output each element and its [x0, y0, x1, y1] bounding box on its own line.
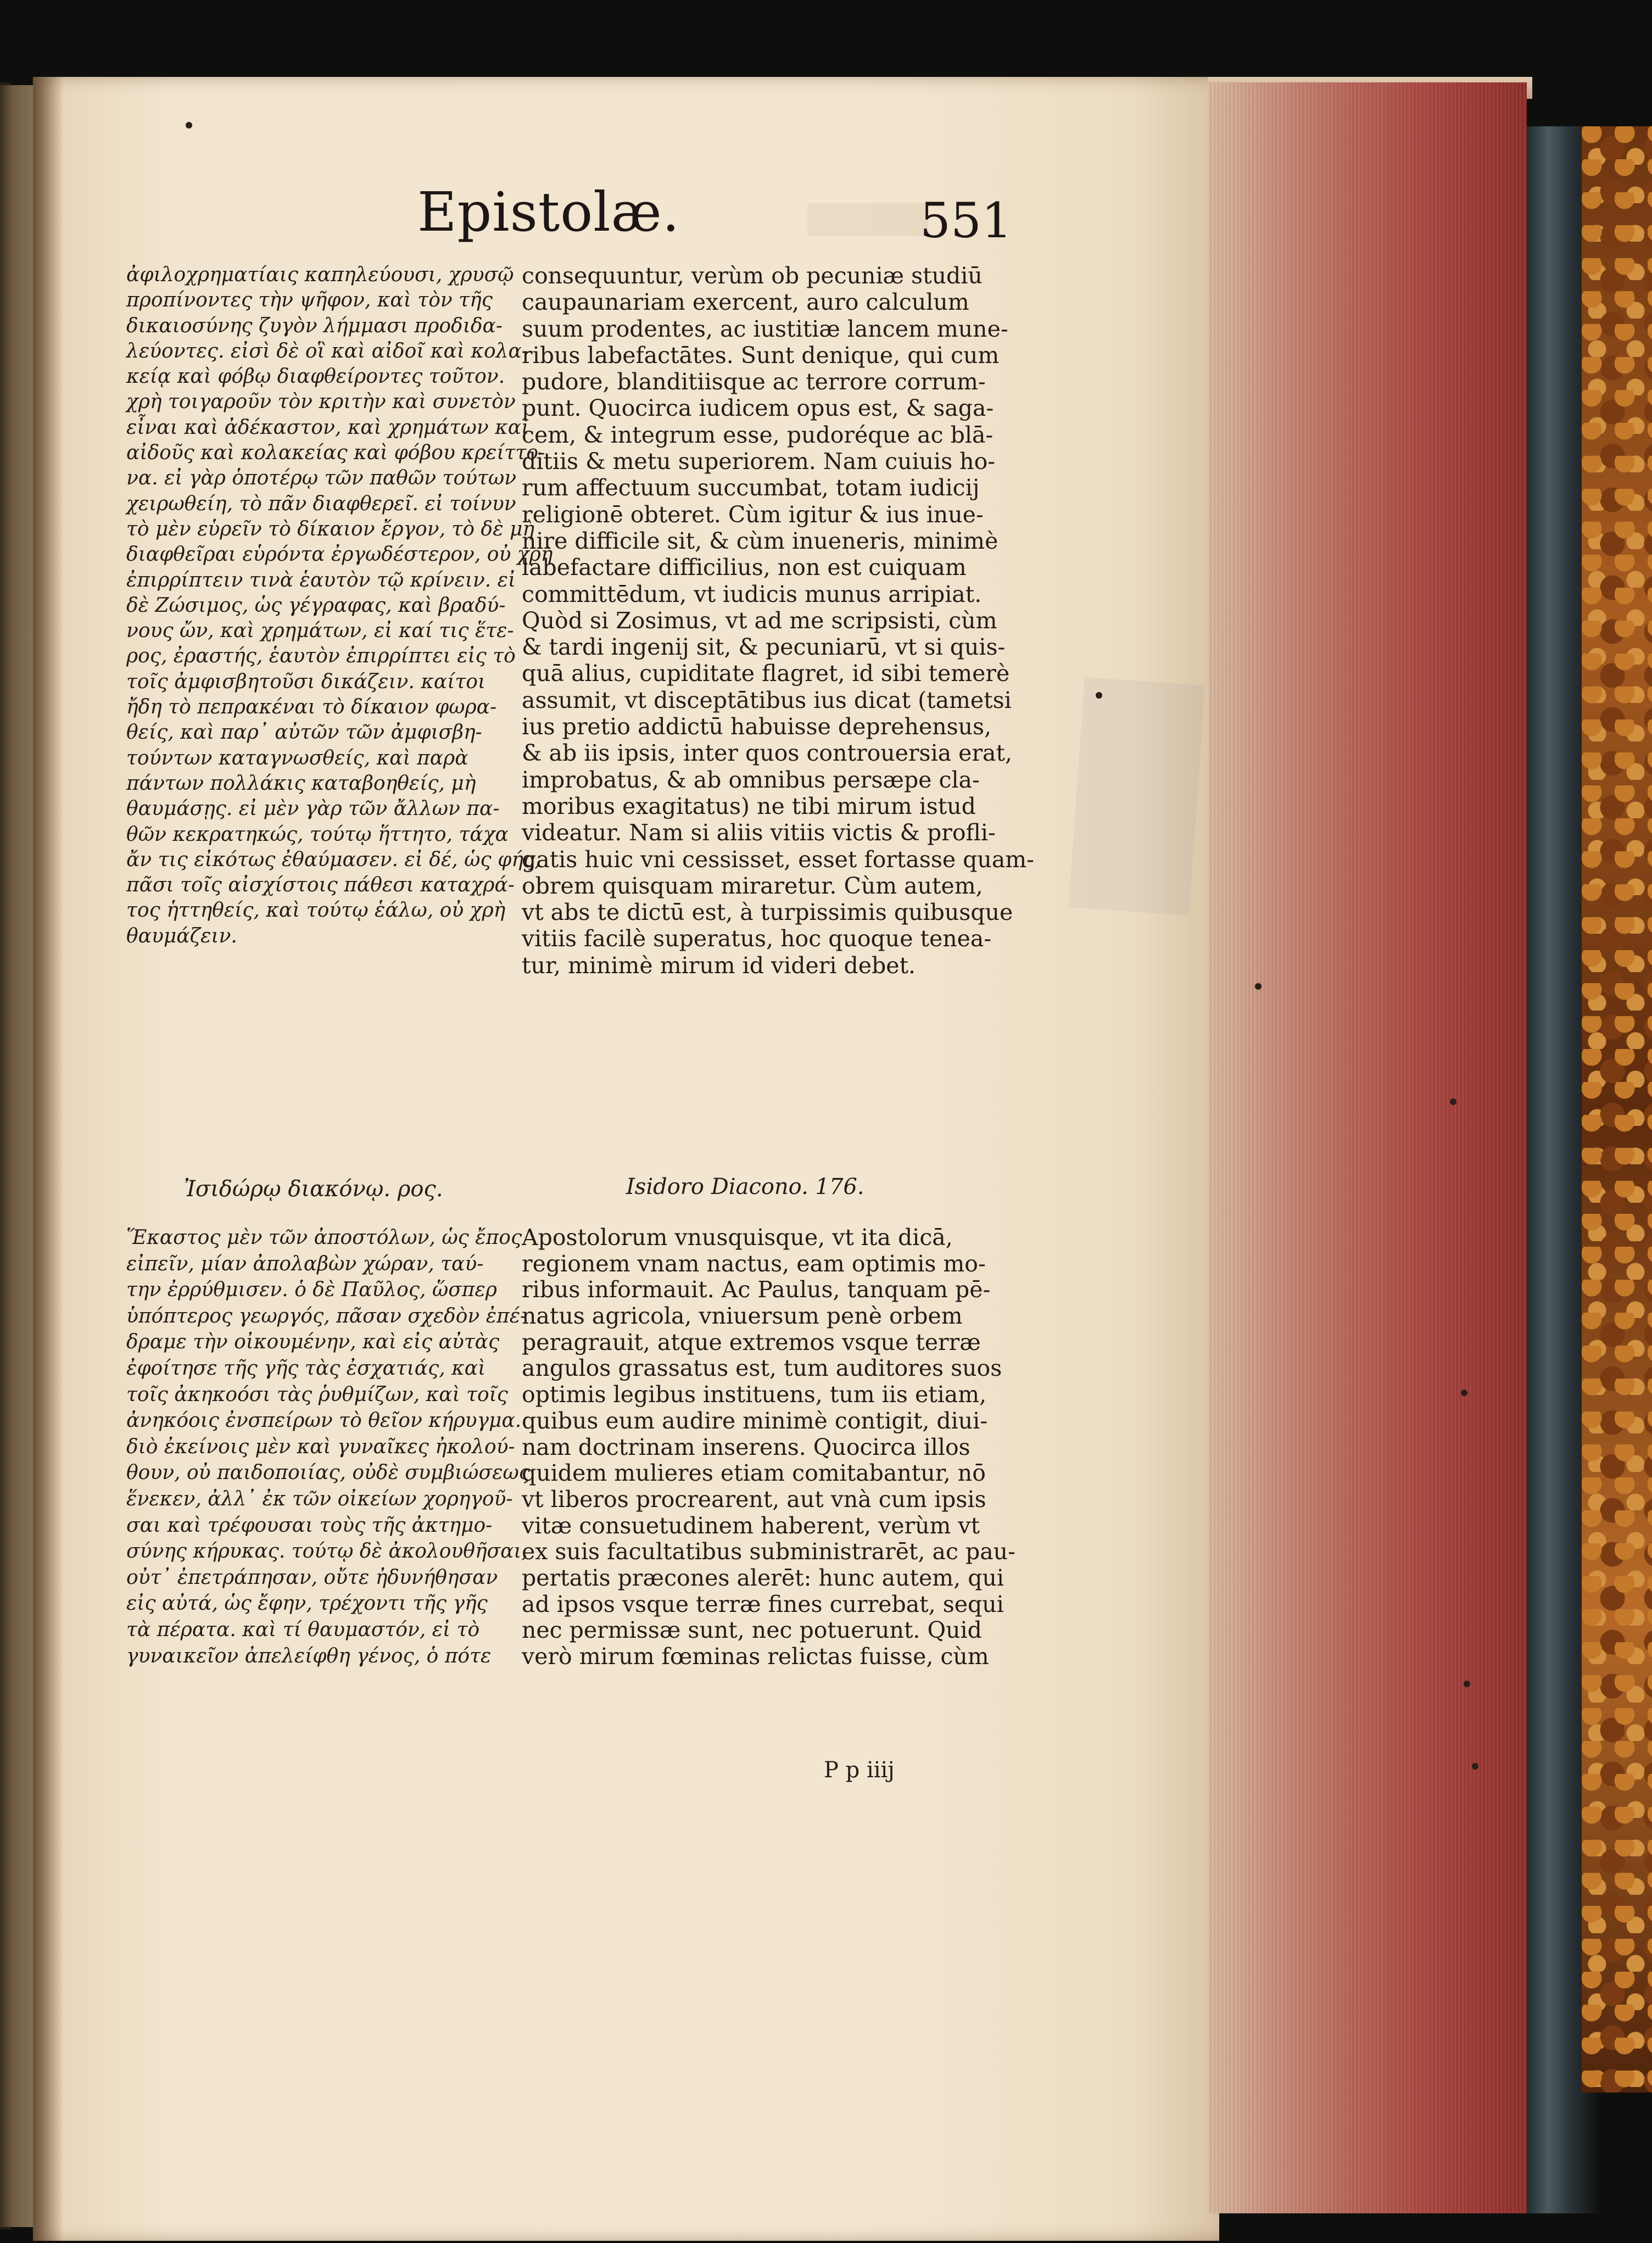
worm-hole: [186, 122, 192, 129]
text-line: προπίνοντες τὴν ψῆφον, καὶ τὸν τῆς: [126, 289, 493, 312]
text-line: angulos grassatus est, tum auditores suos: [522, 1355, 1002, 1382]
text-line: ἄν τις εἰκότως ἐθαύμασεν. εἰ δέ, ὡς φής,: [126, 848, 541, 871]
text-line: suum prodentes, ac iustitiæ lancem mune-: [522, 315, 1008, 342]
text-line: & tardi ingenij sit, & pecuniarū, vt si quis-: [522, 634, 1006, 661]
text-line: τος ἡττηθείς, καὶ τούτῳ ἑάλω, οὐ χρὴ: [126, 899, 506, 922]
text-line: ἤδη τὸ πεπρακέναι τὸ δίκαιον φωρα-: [126, 696, 497, 719]
text-line: κείᾳ καὶ φόβῳ διαφθείροντες τοῦτον.: [126, 365, 505, 388]
worm-hole: [1096, 692, 1102, 699]
text-line: ribus informauit. Ac Paulus, tanquam pē-: [522, 1276, 991, 1303]
text-line: ἐπιρρίπτειν τινὰ ἑαυτὸν τῷ κρίνειν. εἰ: [126, 568, 516, 592]
text-line: quā alius, cupiditate flagret, id sibi temerè: [522, 660, 1010, 687]
text-line: ἀφιλοχρηματίαις καπηλεύουσι, χρυσῷ: [126, 264, 514, 286]
text-line: οὐτ᾽ ἐπετράπησαν, οὔτε ἠδυνήθησαν: [126, 1566, 498, 1589]
text-line: ἀνηκόοις ἐνσπείρων τὸ θεῖον κήρυγμα.: [126, 1409, 522, 1432]
text-line: τούντων καταγνωσθείς, καὶ παρὰ: [126, 746, 468, 769]
text-line: διὸ ἐκείνοις μὲν καὶ γυναῖκες ἠκολού-: [126, 1435, 515, 1458]
text-line: consequuntur, verùm ob pecuniæ studiū: [522, 263, 983, 289]
text-line: δὲ Ζώσιμος, ὡς γέγραφας, καὶ βραδύ-: [126, 594, 506, 617]
worm-hole: [1464, 1681, 1470, 1687]
text-line: νους ὤν, καὶ χρημάτων, εἰ καί τις ἕτε-: [126, 620, 514, 643]
text-line: ἐφοίτησε τῆς γῆς τὰς ἐσχατιάς, καὶ: [126, 1357, 486, 1380]
text-line: regionem vnam nactus, eam optimis mo-: [522, 1250, 986, 1277]
text-line: peragrauit, atque extremos vsque terræ: [522, 1329, 981, 1355]
gutter-shadow: [33, 77, 63, 2241]
text-line: assumit, vt disceptātibus ius dicat (tametsi: [522, 687, 1012, 713]
worm-hole: [1255, 983, 1262, 990]
text-line: τὰ πέρατα. καὶ τί θαυμαστόν, εἰ τὸ: [126, 1618, 480, 1641]
text-line: ribus labefactātes. Sunt denique, qui cum: [522, 342, 1000, 369]
text-line: quidem mulieres etiam comitabantur, nō: [522, 1460, 986, 1487]
text-line: θῶν κεκρατηκώς, τούτῳ ἥττητο, τάχα: [126, 823, 509, 846]
text-line: ditiis & metu superiorem. Nam cuiuis ho-: [522, 448, 996, 475]
worm-hole: [1461, 1390, 1467, 1396]
text-line: χρὴ τοιγαροῦν τὸν κριτὴν καὶ συνετὸν: [126, 390, 516, 414]
text-line: punt. Quocirca iudicem opus est, & saga-: [522, 395, 994, 422]
worm-hole: [1450, 1098, 1456, 1105]
text-line: quibus eum audire minimè contigit, diui-: [522, 1407, 988, 1434]
greek-column-2: [126, 1225, 530, 1669]
text-line: vitiis facilè superatus, hoc quoque tenea-: [522, 925, 992, 952]
page-number: 551: [920, 192, 1012, 249]
text-line: να. εἰ γὰρ ὁποτέρῳ τῶν παθῶν τούτων: [126, 467, 517, 490]
text-line: θείς, καὶ παρ᾽ αὐτῶν τῶν ἀμφισβη-: [126, 721, 482, 744]
text-line: obrem quisquam miraretur. Cùm autem,: [522, 872, 983, 899]
text-line: ex suis facultatibus subministrarēt, ac pau-: [522, 1538, 1015, 1565]
greek-column-1: [126, 263, 553, 949]
text-line: vitæ consuetudinem haberent, verùm vt: [522, 1512, 980, 1539]
text-line: labefactare difficilius, non est cuiquam: [522, 554, 967, 581]
text-line: improbatus, & ab omnibus persæpe cla-: [522, 766, 980, 793]
signature-mark: P p iiij: [824, 1757, 895, 1783]
letter-heading-greek: Ἰσιδώρῳ διακόνῳ. ρος.: [184, 1176, 443, 1202]
text-line: γυναικεῖον ἀπελείφθη γένος, ὁ πότε: [126, 1644, 492, 1667]
marbled-board: [1582, 126, 1652, 2093]
letter-heading-latin: Isidoro Diacono. 176.: [626, 1174, 864, 1199]
worm-hole: [1472, 1763, 1478, 1770]
text-line: ρος, ἐραστής, ἑαυτὸν ἐπιρρίπτει εἰς τὸ: [126, 645, 516, 668]
text-line: Ἕκαστος μὲν τῶν ἀποστόλων, ὡς ἔπος: [126, 1226, 522, 1249]
text-line: αἰδοῦς καὶ κολακείας καὶ φόβου κρείττο-: [126, 442, 545, 465]
text-line: ius pretio addictū habuisse deprehensus,: [522, 713, 992, 740]
text-line: verò mirum fœminas relictas fuisse, cùm: [522, 1643, 989, 1670]
text-line: θουν, οὐ παιδοποιίας, οὐδὲ συμβιώσεως: [126, 1461, 530, 1485]
text-line: εἰπεῖν, μίαν ἀπολαβὼν χώραν, ταύ-: [126, 1252, 484, 1275]
text-line: εἰς αὐτά, ὡς ἔφην, τρέχοντι τῆς γῆς: [126, 1592, 488, 1615]
text-line: ἕνεκεν, ἀλλ᾽ ἐκ τῶν οἰκείων χορηγοῦ-: [126, 1487, 513, 1510]
text-line: videatur. Nam si aliis vitiis victis & profli-: [522, 819, 996, 846]
text-line: vt liberos procrearent, aut vnà cum ipsis: [522, 1486, 986, 1513]
text-line: ad ipsos vsque terræ fines currebat, sequi: [522, 1591, 1004, 1617]
latin-column-2: [522, 1224, 1015, 1670]
text-line: Apostolorum vnusquisque, vt ita dicā,: [522, 1224, 953, 1251]
text-line: διαφθεῖραι εὑρόντα ἐργωδέστερον, οὐ χρὴ: [126, 543, 553, 566]
text-line: δικαιοσύνης ζυγὸν λήμμασι προδιδα-: [126, 314, 503, 337]
text-line: πάντων πολλάκις καταβοηθείς, μὴ: [126, 772, 476, 795]
text-line: pertatis præcones alerēt: hunc autem, qui: [522, 1564, 1004, 1591]
text-line: λεύοντες. εἰσὶ δὲ οἳ καὶ αἰδοῖ καὶ κολα-: [126, 339, 528, 362]
latin-column-1: [522, 263, 1034, 979]
text-line: moribus exagitatus) ne tibi mirum istud: [522, 793, 976, 819]
text-line: Quòd si Zosimus, vt ad me scripsisti, cùm: [522, 607, 997, 634]
text-line: gatis huic vni cessisset, esset fortasse quam-: [522, 846, 1034, 873]
text-line: rum affectuum succumbat, totam iudicij: [522, 475, 980, 501]
text-line: nire difficile sit, & cùm inueneris, minimè: [522, 527, 998, 554]
text-line: optimis legibus instituens, tum iis etiam,: [522, 1381, 987, 1408]
show-through-head: [807, 203, 928, 236]
text-line: θαυμάζειν.: [126, 924, 237, 947]
running-head: Epistolæ.: [417, 181, 680, 244]
text-line: committēdum, vt iudicis munus arripiat.: [522, 581, 982, 607]
text-line: την ἐρρύθμισεν. ὁ δὲ Παῦλος, ὥσπερ: [126, 1279, 497, 1302]
text-line: τὸ μὲν εὑρεῖν τὸ δίκαιον ἔργον, τὸ δὲ μὴ: [126, 517, 534, 540]
text-line: cem, & integrum esse, pudoréque ac blā-: [522, 421, 994, 448]
text-line: vt abs te dictū est, à turpissimis quibusque: [522, 899, 1013, 926]
text-line: τοῖς ἀμφισβητοῦσι δικάζειν. καίτοι: [126, 670, 486, 693]
text-line: & ab iis ipsis, inter quos controuersia erat,: [522, 740, 1012, 767]
text-line: religionē obteret. Cùm igitur & ius inue-: [522, 501, 984, 528]
text-line: caupaunariam exercent, auro calculum: [522, 289, 969, 316]
text-line: σύνης κήρυκας. τούτῳ δὲ ἀκολουθῆσαι,: [126, 1540, 528, 1563]
text-line: δραμε τὴν οἰκουμένην, καὶ εἰς αὐτὰς: [126, 1331, 500, 1354]
text-line: θαυμάσῃς. εἰ μὲν γὰρ τῶν ἄλλων πα-: [126, 797, 500, 821]
text-line: tur, minimè mirum id videri debet.: [522, 952, 916, 979]
text-line: σαι καὶ τρέφουσαι τοὺς τῆς ἀκτημο-: [126, 1514, 493, 1537]
text-line: pudore, blanditiisque ac terrore corrum-: [522, 369, 986, 395]
show-through-stamp: [1069, 677, 1205, 916]
text-line: ὑπόπτερος γεωργός, πᾶσαν σχεδὸν ἐπέ-: [126, 1304, 527, 1327]
text-line: nec permissæ sunt, nec potuerunt. Quid: [522, 1617, 982, 1644]
text-line: πᾶσι τοῖς αἰσχίστοις πάθεσι καταχρά-: [126, 874, 515, 897]
text-line: nam doctrinam inserens. Quocirca illos: [522, 1433, 970, 1460]
text-line: εἶναι καὶ ἀδέκαστον, καὶ χρημάτων καὶ: [126, 416, 529, 439]
text-line: χειρωθείη, τὸ πᾶν διαφθερεῖ. εἰ τοίνυν: [126, 492, 516, 515]
red-page-edges: [1208, 82, 1527, 2213]
text-line: natus agricola, vniuersum penè orbem: [522, 1303, 963, 1330]
text-line: τοῖς ἀκηκοόσι τὰς ῥυθμίζων, καὶ τοῖς: [126, 1383, 508, 1406]
